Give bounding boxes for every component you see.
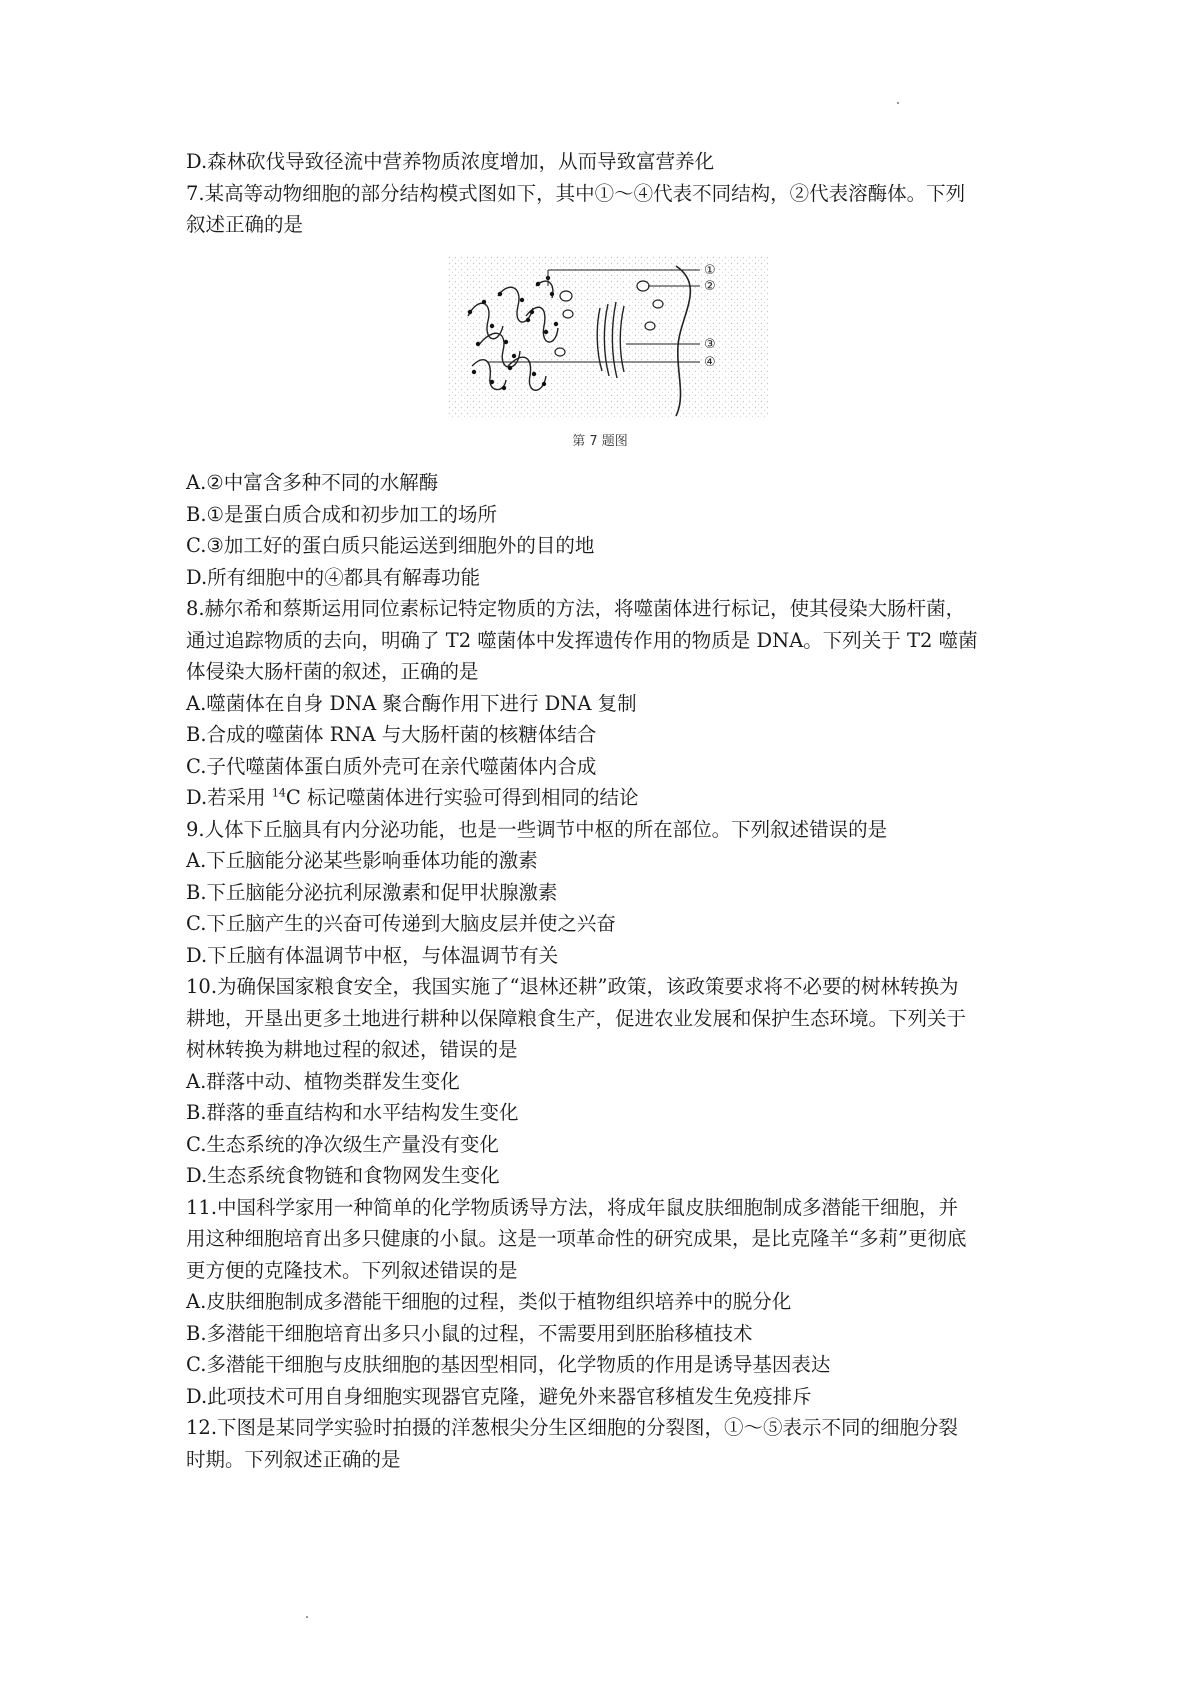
isotope-superscript: 14 bbox=[271, 786, 286, 800]
q9-option-b: B.下丘脑能分泌抗利尿激素和促甲状腺激素 bbox=[186, 880, 558, 904]
q11-option-c: C.多潜能干细胞与皮肤细胞的基因型相同，化学物质的作用是诱导基因表达 bbox=[186, 1353, 831, 1376]
q8-option-d bbox=[186, 782, 1036, 814]
q7-stem-line-1: 7.某高等动物细胞的部分结构模式图如下，其中①～④代表不同结构，②代表溶酶体。下列 bbox=[186, 181, 966, 205]
q7-option-a: A.②中富含多种不同的水解酶 bbox=[186, 471, 439, 494]
q11-stem-line-2: 用这种细胞培育出多只健康的小鼠。这是一项革命性的研究成果，是比克隆羊“多莉”更彻底 bbox=[186, 1227, 967, 1250]
q8-option-a: A.噬菌体在自身 DNA 聚合酶作用下进行 DNA 复制 bbox=[186, 691, 637, 715]
q11-option-b: B.多潜能干细胞培育出多只小鼠的过程，不需要用到胚胎移植技术 bbox=[186, 1321, 753, 1345]
label-1: ① bbox=[704, 263, 716, 278]
figure-caption: 第 7 题图 bbox=[572, 434, 628, 449]
main-text-block bbox=[186, 467, 1036, 1475]
q7-option-c: C.③加工好的蛋白质只能运送到细胞外的目的地 bbox=[186, 534, 595, 557]
q10-stem-line-2: 耕地，开垦出更多土地进行耕种以保障粮食生产，促进农业发展和保护生态环境。下列关于 bbox=[186, 1006, 967, 1030]
label-2: ② bbox=[704, 279, 716, 294]
q7-stem-line-2: 叙述正确的是 bbox=[186, 213, 304, 236]
q10-option-d: D.生态系统食物链和食物网发生变化 bbox=[186, 1164, 500, 1187]
q8-stem-line-1: 8.赫尔希和蔡斯运用同位素标记特定物质的方法，将噬菌体进行标记，使其侵染大肠杆菌， bbox=[186, 597, 966, 620]
cell-structure-figure bbox=[448, 256, 768, 418]
q12-stem-line-2: 时期。下列叙述正确的是 bbox=[186, 1447, 401, 1471]
top-text-block bbox=[186, 146, 1036, 241]
q7-option-d: D.所有细胞中的④都具有解毒功能 bbox=[186, 565, 481, 589]
q11-stem-line-3: 更方便的克隆技术。下列叙述错误的是 bbox=[186, 1258, 518, 1282]
q6-option-d: D.森林砍伐导致径流中营养物质浓度增加，从而导致富营养化 bbox=[186, 150, 715, 173]
q10-option-b: B.群落的垂直结构和水平结构发生变化 bbox=[186, 1101, 519, 1124]
q8-option-d-prefix: D.若采用 bbox=[186, 786, 272, 809]
cell-diagram bbox=[448, 256, 768, 418]
q11-stem-line-1: 11.中国科学家用一种简单的化学物质诱导方法，将成年鼠皮肤细胞制成多潜能干细胞，并 bbox=[186, 1195, 959, 1219]
q11-option-d: D.此项技术可用自身细胞实现器官克隆，避免外来器官移植发生免疫排斥 bbox=[186, 1384, 812, 1408]
q9-stem: 9.人体下丘脑具有内分泌功能，也是一些调节中枢的所在部位。下列叙述错误的是 bbox=[186, 817, 888, 841]
q11-option-a: A.皮肤细胞制成多潜能干细胞的过程，类似于植物组织培养中的脱分化 bbox=[186, 1290, 792, 1313]
q9-option-d: D.下丘脑有体温调节中枢，与体温调节有关 bbox=[186, 943, 559, 967]
q9-option-a: A.下丘脑能分泌某些影响垂体功能的激素 bbox=[186, 849, 538, 872]
q8-option-c: C.子代噬菌体蛋白质外壳可在亲代噬菌体内合成 bbox=[186, 754, 597, 778]
label-4: ④ bbox=[704, 355, 716, 370]
scan-dot bbox=[897, 102, 899, 104]
q12-stem-line-1: 12.下图是某同学实验时拍摄的洋葱根尖分生区细胞的分裂图，①～⑤表示不同的细胞分裂 bbox=[186, 1416, 959, 1439]
q8-stem-line-3: 体侵染大肠杆菌的叙述，正确的是 bbox=[186, 660, 479, 683]
q8-stem-line-2: 通过追踪物质的去向，明确了 T2 噬菌体中发挥遗传作用的物质是 DNA。下列关于 T2 噬菌 bbox=[186, 628, 978, 652]
q10-stem-line-3: 树林转换为耕地过程的叙述，错误的是 bbox=[186, 1038, 518, 1061]
q8-option-d-suffix: C 标记噬菌体进行实验可得到相同的结论 bbox=[285, 786, 639, 809]
q8-option-b: B.合成的噬菌体 RNA 与大肠杆菌的核糖体结合 bbox=[186, 723, 597, 746]
q10-stem-line-1: 10.为确保国家粮食安全，我国实施了“退林还耕”政策，该政策要求将不必要的树林转换为 bbox=[186, 975, 959, 998]
q10-option-a: A.群落中动、植物类群发生变化 bbox=[186, 1069, 460, 1093]
label-3: ③ bbox=[704, 337, 716, 352]
q10-option-c: C.生态系统的净次级生产量没有变化 bbox=[186, 1132, 499, 1156]
scan-dot bbox=[306, 1616, 308, 1618]
q7-option-b: B.①是蛋白质合成和初步加工的场所 bbox=[186, 502, 498, 526]
q9-option-c: C.下丘脑产生的兴奋可传递到大脑皮层并使之兴奋 bbox=[186, 912, 616, 935]
